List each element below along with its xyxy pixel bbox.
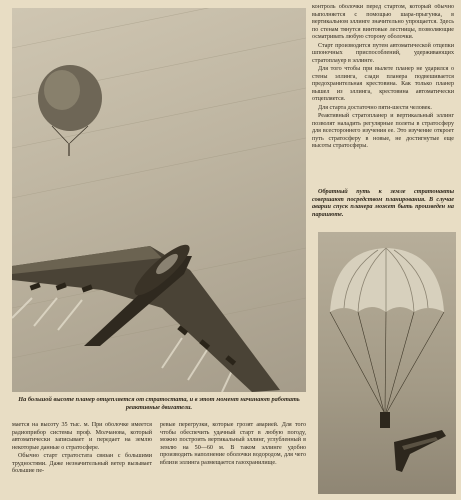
main-caption: [12, 396, 306, 418]
paragraph: мается на высоту 35 тыс. м. При оболочке имеется радиоприбор системы проф. Молчанова, который автоматически записывает и передает на землю некоторые данные о стратосфере.: [12, 422, 152, 451]
paragraph: ревые перегрузки, которые грозят аварией. Для того чтобы обеспечить удачный старт в любую погоду, можно построить вертикальный эллинг, углубленный в землю на 50—60 м. В таком эллинге удобно производить наполнение оболочки водородом, для чего вблизи эллинга размещается газохранилище.: [160, 422, 306, 466]
caption-text: На большой высоте планер отцепляется от стратостата, и в этот момент начинают работать реактивные двигатели.: [18, 396, 300, 411]
parachute-drawing: [318, 232, 456, 494]
article-column-bottom-left: [12, 422, 152, 498]
falling-glider-icon: [394, 430, 446, 472]
balloon-icon: [38, 65, 102, 156]
article-column-right: [312, 4, 454, 188]
parachute-icon: [330, 248, 444, 428]
paragraph: контроль оболочки перед стартом, который обычно выполняется с помощью шара-прыгунка, в вертикальном эллинге значительно упрощается. Здесь по стенам тянутся винтовые лестницы, позволяющие осматривать любую сторону оболочки.: [312, 4, 454, 40]
glider-illustration: [12, 8, 306, 392]
glider-drawing: [12, 8, 306, 392]
paragraph: Обычно старт стратостата связан с большими трудностями. Даже незначительный ветер вызывает большие пе-: [12, 453, 152, 474]
parachute-illustration: [318, 232, 456, 494]
paragraph: Старт производится путем автоматической отцепки шпоночных приспособлений, удерживающих стратоплаyер в эллинге.: [312, 42, 454, 64]
paragraph: Для старта достаточно пяти-шести человек.: [318, 104, 432, 111]
caption-text: Обратный путь к земле стратонавты совершают посредством планирования. В случае аварии спуск планера может быть произведен на парашюте.: [312, 188, 454, 218]
paragraph: Реактивный стратопланер и вертикальный эллинг позволят наладить регулярные полеты в стратосферу для всестороннего изучения ее. Это изучение откроет путь стратосферу в новые, не достигнутые еще высоты стратосферы.: [312, 113, 454, 149]
article-column-bottom-middle: [160, 422, 306, 498]
paragraph: Для того чтобы при вылете планер не ударился о стены эллинга, сзади планера подвешивается предохранительная крестовина. Как только планер вышел из эллинга, крестовина автоматически отцепляется.: [312, 66, 454, 102]
parachute-caption: [312, 188, 454, 228]
